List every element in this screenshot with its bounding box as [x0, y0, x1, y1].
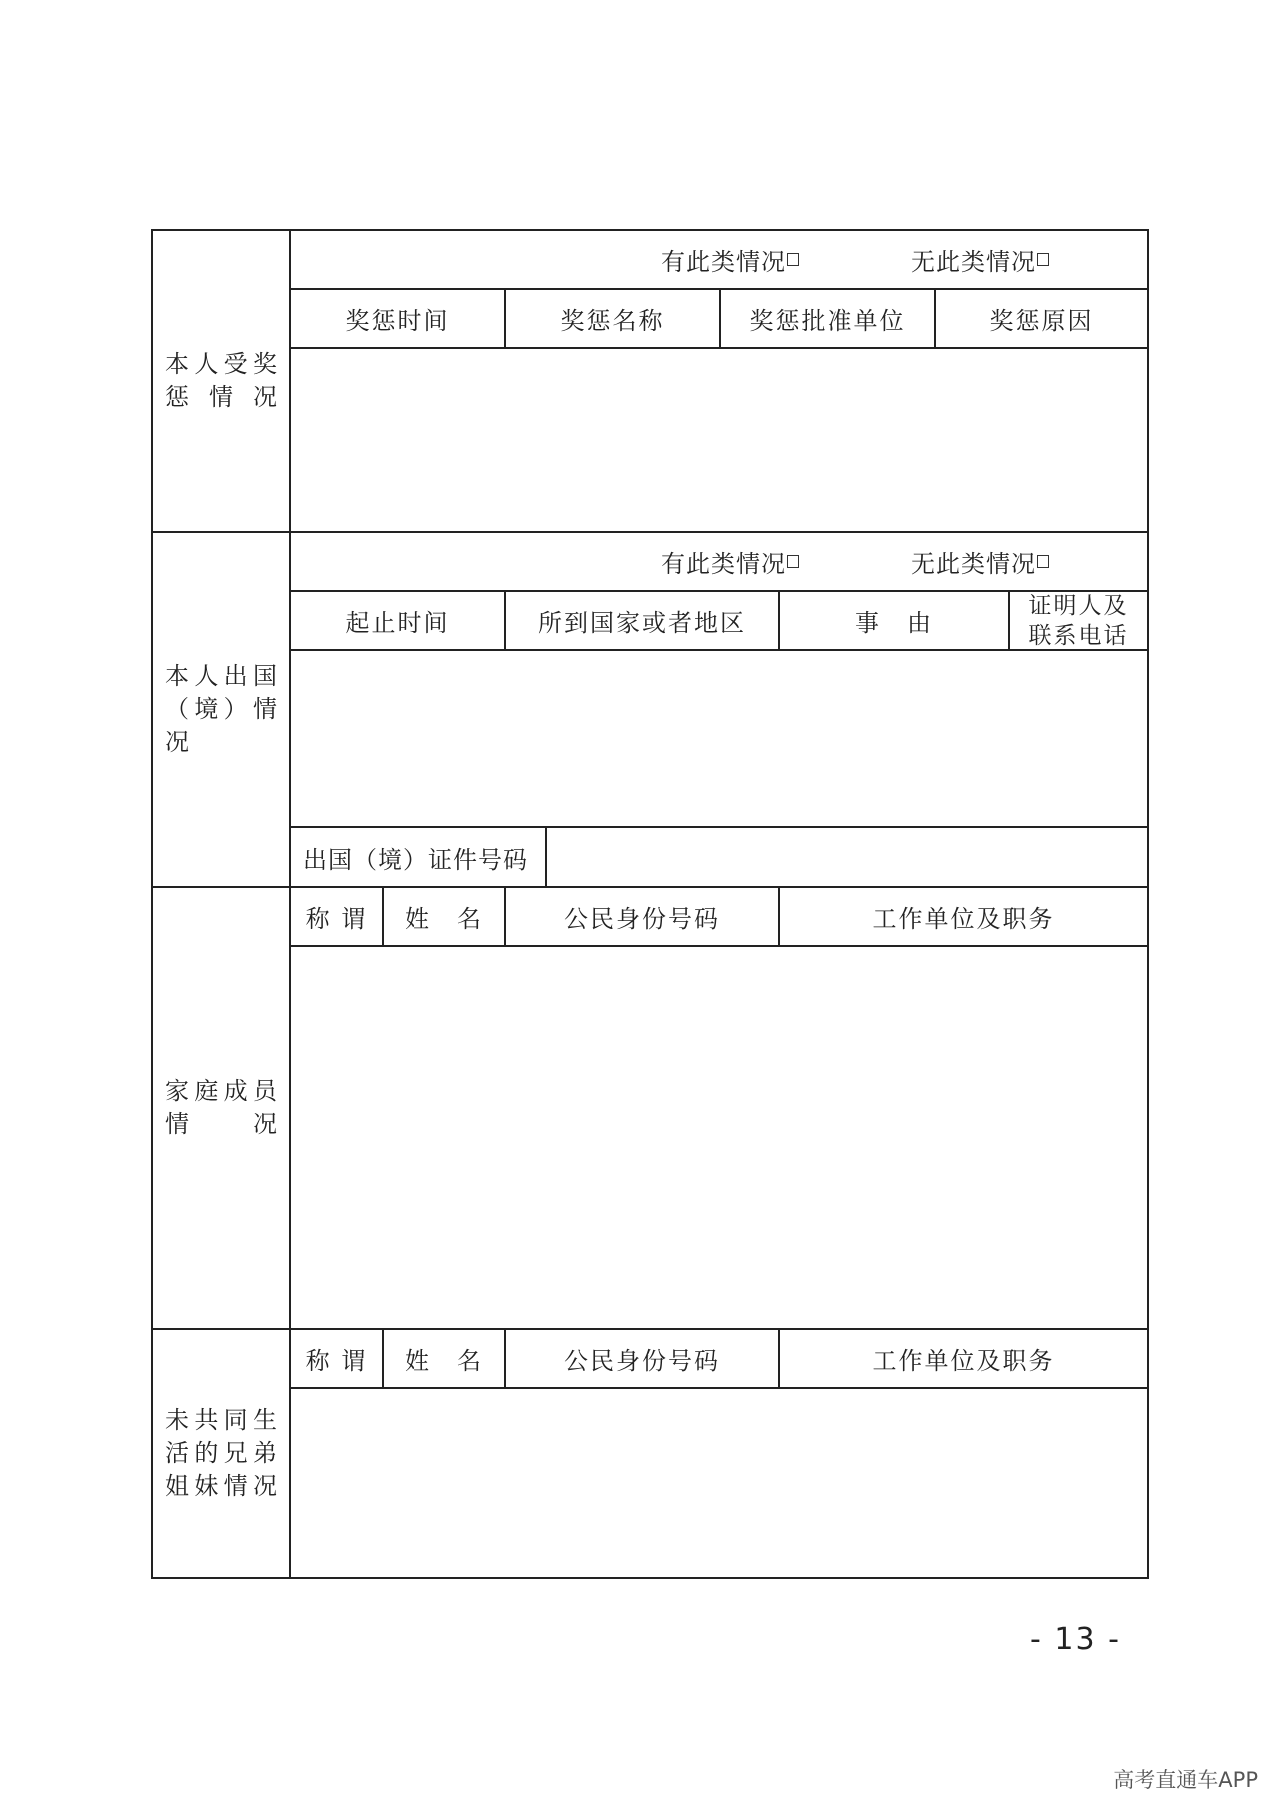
- awards-section: [153, 231, 1147, 533]
- siblings-header-row: [291, 1330, 1147, 1389]
- awards-option-none-checkbox[interactable]: [1037, 253, 1049, 266]
- awards-entry-area[interactable]: [291, 349, 1147, 531]
- siblings-header-name: 姓 名: [384, 1330, 506, 1387]
- awards-label: 本人受奖 惩 情 况: [165, 350, 277, 411]
- app-watermark: 高考直通车APP: [1113, 1768, 1258, 1792]
- family-header-employer: 工作单位及职务: [872, 905, 1055, 933]
- siblings-header-id-number: 公民身份号码: [506, 1330, 780, 1387]
- abroad-section: [153, 533, 1147, 888]
- abroad-label-cell: [153, 533, 291, 886]
- abroad-option-none-checkbox[interactable]: [1037, 555, 1049, 568]
- family-label: 家庭成员 情 况: [165, 1077, 277, 1138]
- awards-label-cell: [153, 231, 291, 531]
- passport-row: [291, 828, 1147, 886]
- passport-label: 出国（境）证件号码: [291, 828, 547, 886]
- abroad-header-period: 起止时间: [291, 592, 506, 649]
- siblings-label: 未共同生 活的兄弟 姐妹情况: [165, 1406, 277, 1500]
- awards-option-has-checkbox[interactable]: [787, 253, 799, 266]
- registration-form-table: [151, 229, 1149, 1579]
- awards-header-row: [291, 290, 1147, 349]
- abroad-option-has-checkbox[interactable]: [787, 555, 799, 568]
- family-header-name: 姓 名: [384, 888, 506, 945]
- awards-header-approver: 奖惩批准单位: [721, 290, 936, 347]
- family-section: [153, 888, 1147, 1330]
- family-header-row: [291, 888, 1147, 947]
- abroad-header-reason: 事 由: [780, 592, 1010, 649]
- siblings-section: [153, 1330, 1147, 1577]
- abroad-label: 本人出国 （境）情况: [165, 662, 277, 756]
- abroad-option-none-label: 无此类情况: [911, 550, 1036, 578]
- abroad-option-has-label: 有此类情况: [661, 550, 786, 578]
- family-label-cell: [153, 888, 291, 1328]
- awards-header-name: 奖惩名称: [506, 290, 721, 347]
- abroad-header-row: [291, 592, 1147, 651]
- family-entry-area[interactable]: [291, 947, 1147, 1328]
- awards-header-time: 奖惩时间: [291, 290, 506, 347]
- abroad-options-row: [291, 533, 1147, 592]
- siblings-header-employer: 工作单位及职务: [872, 1347, 1055, 1375]
- family-header-id-number: 公民身份号码: [506, 888, 780, 945]
- page-number: - 13 -: [1030, 1622, 1121, 1657]
- awards-header-reason: 奖惩原因: [989, 307, 1094, 335]
- abroad-entry-area[interactable]: [291, 651, 1147, 828]
- passport-number-field[interactable]: [547, 828, 1147, 886]
- siblings-label-cell: [153, 1330, 291, 1577]
- siblings-header-relation: 称 谓: [291, 1330, 384, 1387]
- abroad-header-destination: 所到国家或者地区: [506, 592, 780, 649]
- siblings-entry-area[interactable]: [291, 1389, 1147, 1577]
- awards-option-has-label: 有此类情况: [661, 248, 786, 276]
- awards-options-row: [291, 231, 1147, 290]
- abroad-header-witness: 证明人及 联系电话: [1028, 592, 1129, 649]
- awards-option-none-label: 无此类情况: [911, 248, 1036, 276]
- family-header-relation: 称 谓: [291, 888, 384, 945]
